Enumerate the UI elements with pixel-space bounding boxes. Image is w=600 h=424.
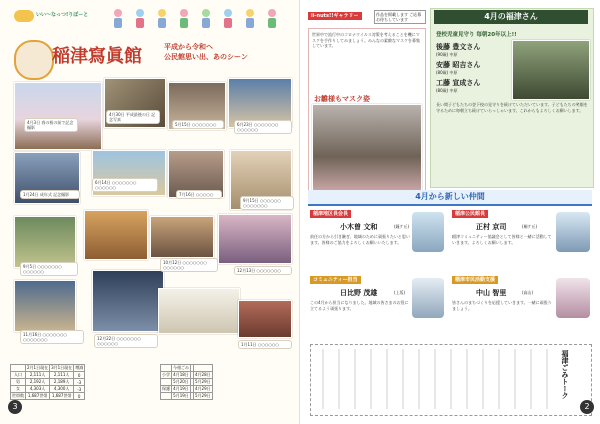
- column-box: [310, 344, 592, 416]
- award-sub: 登校児童見守り 毎朝20年以上!!: [436, 32, 517, 38]
- page-number-left: 3: [8, 400, 22, 414]
- staff-photo-2: [556, 212, 590, 252]
- page-title: 稲津寫眞館: [52, 46, 142, 67]
- staff-name-1: 小木曽 文和: [340, 223, 378, 231]
- pop-cell: 2,111人: [50, 372, 74, 379]
- staff-photo-1: [412, 212, 444, 252]
- photo-event-7: [238, 300, 292, 338]
- award-people: [436, 42, 508, 93]
- sched-cell: 4月28日: [195, 372, 211, 377]
- pop-h1: 2月1日現在: [27, 365, 49, 370]
- subtitle-line-1: 平成から令和へ: [164, 43, 213, 51]
- page-2: [300, 0, 600, 424]
- caption-6: 6月14日 ○○○○○○○ ○○○○○○: [92, 178, 158, 192]
- gallery-body: 世界中で流行中のコロナウイルス対策を考えることを機にマスクを手作りしてみましょう。みんなの素敵なマスクを募集しています。: [312, 32, 420, 48]
- award-person-name: 工藤 宣成さん: [436, 79, 481, 87]
- subtitle-line-2: 公民館思い出、あのシーン: [164, 53, 248, 61]
- photo-event-5: [150, 216, 214, 258]
- mascot-icon: [14, 40, 54, 80]
- role-tag-3: コミュニティー担当: [310, 276, 361, 284]
- pop-h3: 増減: [75, 365, 84, 370]
- kids-illustration: [110, 6, 280, 30]
- award-title: 4月の福津さん: [434, 10, 588, 24]
- sched-cell: 4月18日: [173, 372, 189, 377]
- gallery-note: 作品を掲載します ご応募 お待ちしています: [374, 10, 426, 24]
- gallery-title: お雛様もマスク姿: [314, 95, 370, 103]
- staff-suffix-4: (高山): [522, 290, 534, 295]
- caption-12: 11月16日 ○○○○○○○ ○○○○○○○: [20, 330, 84, 344]
- caption-13: 12月22日 ○○○○○○○ ○○○○○○: [94, 334, 158, 348]
- staff-body-3: この4月から担当になりました。地域の皆さまのお役に立てるよう頑張ります。: [310, 300, 409, 311]
- pop-cell: 人口: [11, 372, 26, 379]
- sched-cell: [161, 379, 172, 386]
- sched-cell: 4月19日: [173, 386, 189, 391]
- column-lines: [311, 345, 561, 413]
- award-person-name: 後藤 豊文さん: [436, 43, 481, 51]
- caption-10: 10月12日 ○○○○○○○ ○○○○○○: [160, 258, 218, 272]
- sched-cell: 小学: [162, 372, 170, 377]
- staff-name-2: 正村 京司: [476, 223, 507, 231]
- sched-cell: [161, 393, 172, 400]
- pop-cell: 2,189人: [50, 379, 74, 386]
- page-number-right: 2: [580, 400, 594, 414]
- pop-cell: 1,687世帯: [50, 393, 74, 400]
- sched-cell: 5月19日: [173, 393, 189, 398]
- caption-4: 6月23日 ○○○○○○○ ○○○○○○: [234, 120, 292, 134]
- staff-body-1: 前任の方から引き継ぎ、地域のために頑張りたいと思います。皆様のご協力をよろしくお願いいたします。: [310, 234, 410, 245]
- pop-cell: 0: [74, 372, 85, 379]
- award-body: 長い間子どもたちの登下校の見守りを続けていただいています。子どもたちの笑顔を守るために毎朝立ち続けていらっしゃいます。これからもよろしくお願いします。: [436, 102, 588, 113]
- population-table: [10, 364, 85, 400]
- column-title: 福津ごみトーク: [561, 350, 569, 399]
- staff-name-3: 日比野 茂雄: [340, 289, 378, 297]
- pop-cell: 4,303人: [26, 386, 50, 393]
- award-person-name: 安藤 昭吉さん: [436, 61, 481, 69]
- photo-event-6: [218, 214, 292, 264]
- caption-1: 4月3日 春の桜の前で記念 撮影: [24, 118, 78, 132]
- staff-photo-4: [556, 278, 590, 318]
- pop-h2: 3月1日現在: [51, 365, 73, 370]
- pop-cell: 女: [11, 386, 26, 393]
- gallery-tag: ii-nuts!!ギャラリー: [308, 12, 362, 20]
- staff-banner: 4月から新しい仲間: [308, 190, 592, 206]
- role-tag-1: 稲津地区長会長: [310, 210, 351, 218]
- pop-cell: 男: [11, 379, 26, 386]
- pop-cell: -3: [74, 386, 85, 393]
- sched-h0: [161, 365, 172, 372]
- caption-9: 9月5日 ○○○○○○○ ○○○○○○: [20, 262, 78, 276]
- sched-h3: [194, 365, 213, 372]
- photo-award-recipients: [512, 40, 590, 100]
- caption-2: 4月30日 平成最後の日 記念写真: [106, 110, 160, 124]
- pop-cell: 2,111人: [26, 372, 50, 379]
- caption-8: 9月15日 ○○○○○○ ○○○○○○○: [240, 196, 294, 210]
- caption-5: 1月24日 成年式 記念撮影: [20, 190, 80, 199]
- photo-cherry-blossom: [14, 82, 102, 150]
- role-tag-2: 稲津公民館長: [452, 210, 488, 218]
- staff-suffix-3: (上坂): [394, 290, 406, 295]
- staff-name-4: 中山 智里: [476, 289, 507, 297]
- pop-cell: 世帯数: [12, 393, 24, 398]
- pop-cell: 0: [74, 393, 85, 400]
- photo-harvest: [84, 210, 148, 260]
- sched-cell: 4月29日: [195, 386, 211, 391]
- sched-cell: 5月29日: [195, 379, 211, 384]
- role-tag-4: 稲津市民活動支援: [452, 276, 498, 284]
- caption-11: 12月13日 ○○○○○○○: [234, 266, 292, 275]
- staff-body-2: 稲津コミュニティー協議会として皆様と一緒に活動していきます。よろしくお願いします。: [452, 234, 552, 245]
- brand-name: いい〜なっつ!りぽーと: [36, 12, 89, 18]
- award-person-detail: (80歳) 中原: [436, 70, 458, 75]
- sched-h1: 今週ごみ: [173, 365, 189, 370]
- award-person-detail: (80歳) 中原: [436, 88, 458, 93]
- schedule-table: [160, 364, 213, 400]
- caption-7: 7月16日 ○○○○○: [176, 190, 222, 199]
- photo-calligraphy: [158, 288, 240, 334]
- photo-kids-outdoor: [14, 216, 76, 268]
- photo-lecture: [92, 270, 164, 332]
- pop-cell: 1,687世帯: [26, 393, 50, 400]
- staff-suffix-1: (鐘ケ丘): [394, 224, 410, 229]
- brand-logo: [14, 10, 34, 22]
- pop-cell: 2,192人: [26, 379, 50, 386]
- pop-cell: -3: [74, 379, 85, 386]
- pop-h0: [11, 365, 26, 372]
- pop-cell: 4,300人: [50, 386, 74, 393]
- sched-cell: 保護: [162, 386, 170, 391]
- staff-suffix-2: (桐ケ丘): [522, 224, 538, 229]
- sched-cell: 5月29日: [195, 393, 211, 398]
- caption-14: 1月11日 ○○○○○○: [238, 340, 292, 349]
- caption-3: 5月15日 ○○○○○○○: [172, 120, 224, 129]
- sched-cell: 5月20日: [173, 379, 189, 384]
- photo-hina-dolls: [312, 104, 422, 192]
- photo-stage: [14, 280, 76, 332]
- award-person-detail: (90歳) 中原: [436, 52, 458, 57]
- staff-photo-3: [412, 278, 444, 318]
- staff-body-4: 皆さんのまちづくりを応援していきます。一緒に頑張りましょう。: [452, 300, 552, 311]
